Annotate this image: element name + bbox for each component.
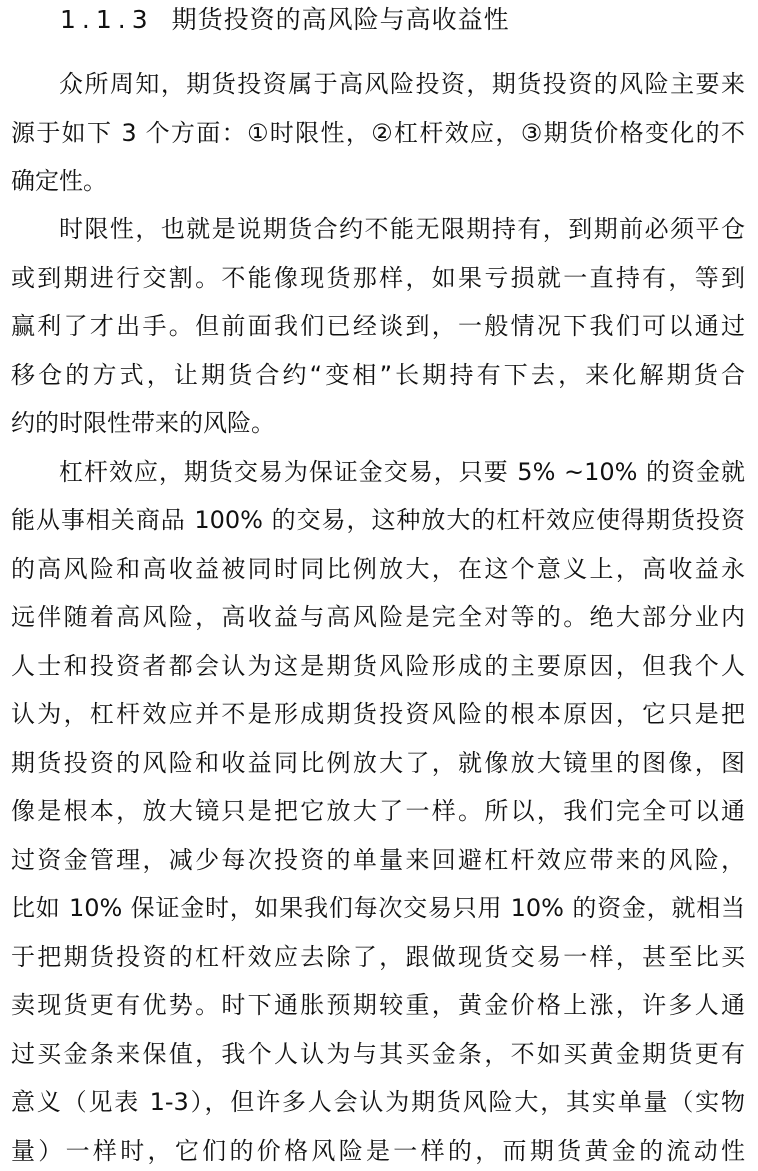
paragraph-3-line-13: 过买金条来保值，我个人认为与其买金条，不如买黄金期货更有 xyxy=(11,1040,745,1068)
paragraph-1-line-1: 众所周知，期货投资属于高风险投资，期货投资的风险主要来 xyxy=(59,70,745,98)
section-heading xyxy=(60,2,510,38)
paragraph-1-line-2: 源于如下 3 个方面：①时限性，②杠杆效应，③期货价格变化的不 xyxy=(11,119,745,147)
paragraph-3-line-9: 过资金管理，减少每次投资的单量来回避杠杆效应带来的风险， xyxy=(11,846,745,874)
paragraph-1-line-3: 确定性。 xyxy=(11,167,107,195)
paragraph-3-line-10: 比如 10% 保证金时，如果我们每次交易只用 10% 的资金，就相当 xyxy=(11,894,745,922)
section-number: 1.1.3 xyxy=(60,5,154,34)
paragraph-3-line-5: 人士和投资者都会认为这是期货风险形成的主要原因，但我个人 xyxy=(11,652,745,680)
paragraph-3-line-11: 于把期货投资的杠杆效应去除了，跟做现货交易一样，甚至比买 xyxy=(11,943,745,971)
paragraph-3-line-8: 像是根本，放大镜只是把它放大了一样。所以，我们完全可以通 xyxy=(11,797,745,825)
paragraph-3-line-12: 卖现货更有优势。时下通胀预期较重，黄金价格上涨，许多人通 xyxy=(11,991,745,1019)
paragraph-3-line-2: 能从事相关商品 100% 的交易，这种放大的杠杆效应使得期货投资 xyxy=(11,506,745,534)
paragraph-2-line-4: 移仓的方式，让期货合约“变相”长期持有下去，来化解期货合 xyxy=(11,361,745,389)
paragraph-3-line-14: 意义（见表 1-3），但许多人会认为期货风险大，其实单量（实物 xyxy=(11,1088,745,1116)
paragraph-3-line-4: 远伴随着高风险，高收益与高风险是完全对等的。绝大部分业内 xyxy=(11,603,745,631)
paragraph-3-line-6: 认为，杠杆效应并不是形成期货投资风险的根本原因，它只是把 xyxy=(11,700,745,728)
paragraph-3-line-1: 杠杆效应，期货交易为保证金交易，只要 5% ~10% 的资金就 xyxy=(59,458,745,486)
section-title: 期货投资的高风险与高收益性 xyxy=(171,5,510,34)
paragraph-2-line-5: 约的时限性带来的风险。 xyxy=(11,409,275,437)
paragraph-3-line-3: 的高风险和高收益被同时同比例放大，在这个意义上，高收益永 xyxy=(11,555,745,583)
paragraph-2-line-3: 赢利了才出手。但前面我们已经谈到，一般情况下我们可以通过 xyxy=(11,312,745,340)
paragraph-2-line-2: 或到期进行交割。不能像现货那样，如果亏损就一直持有，等到 xyxy=(11,264,745,292)
paragraph-3-line-7: 期货投资的风险和收益同比例放大了，就像放大镜里的图像，图 xyxy=(11,749,745,777)
paragraph-3-line-15: 量）一样时，它们的价格风险是一样的，而期货黄金的流动性 xyxy=(11,1137,745,1165)
paragraph-2-line-1: 时限性，也就是说期货合约不能无限期持有，到期前必须平仓 xyxy=(59,215,745,243)
